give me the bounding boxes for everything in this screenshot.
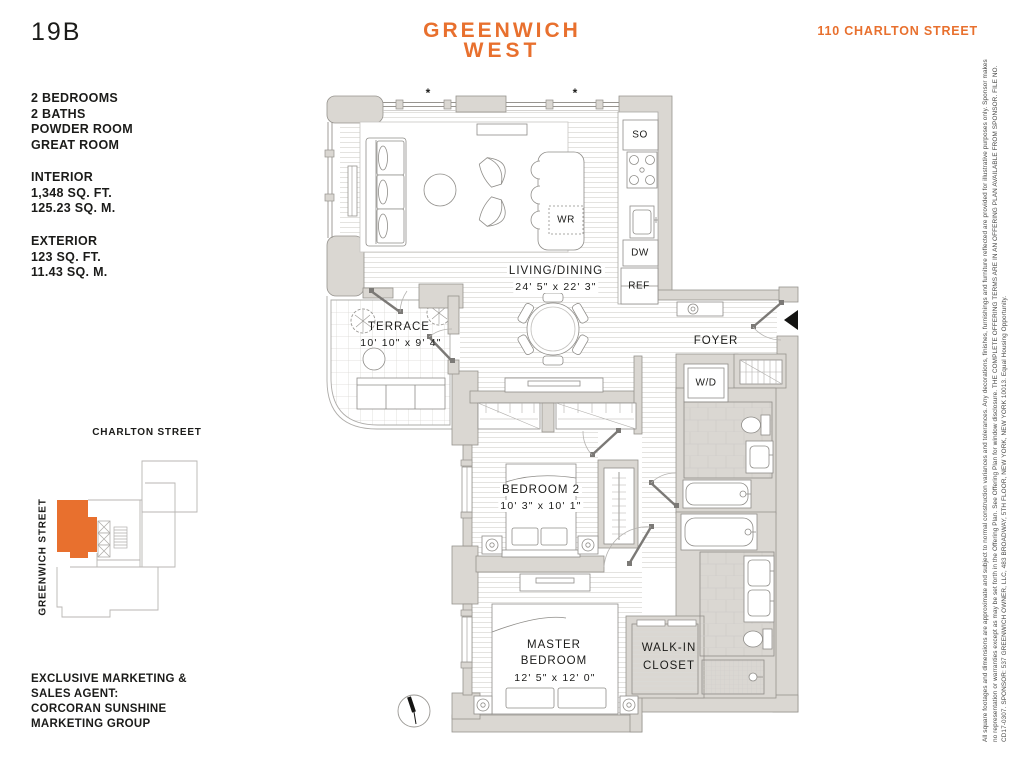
master-bath <box>700 552 774 694</box>
room-label-master-2: BEDROOM <box>520 655 588 667</box>
nightstand <box>620 696 638 714</box>
room-label-master-1: MASTER <box>527 639 581 651</box>
hanging-closet <box>604 468 634 544</box>
shower <box>702 660 764 694</box>
toilet <box>742 415 771 435</box>
key-plan <box>37 448 210 623</box>
room-label-walkin-2: CLOSET <box>642 660 696 672</box>
feature-item: GREAT ROOM <box>31 138 120 153</box>
kitchen <box>618 112 658 304</box>
room-label-living: LIVING/DINING <box>508 265 604 277</box>
double-vanity <box>744 556 774 622</box>
interior-sqm: 125.23 SQ. M. <box>31 201 116 216</box>
room-label-foyer: FOYER <box>693 335 739 347</box>
walk-in-closet <box>632 620 698 694</box>
key-plan-unit-highlight <box>57 500 97 558</box>
coffee-table <box>424 174 456 206</box>
reach-in-closet <box>556 403 636 429</box>
interior-area <box>31 170 116 217</box>
console-table <box>477 124 527 135</box>
key-plan-elevators <box>98 521 110 557</box>
master-tub <box>681 514 757 550</box>
dresser <box>520 574 590 591</box>
appliance-label-ref: REF <box>628 280 650 292</box>
exterior-sqft: 123 SQ. FT. <box>31 249 101 264</box>
foyer-console <box>677 302 723 316</box>
linen-closet <box>740 360 782 384</box>
terrace-area <box>327 296 452 429</box>
room-label-bedroom2: BEDROOM 2 <box>501 484 581 496</box>
logo-line1: GREENWICH <box>423 19 581 42</box>
nightstand <box>578 536 598 554</box>
window-note-asterisk: * <box>572 86 578 100</box>
interior-sqft: 1,348 SQ. FT. <box>31 185 113 200</box>
agent-line: MARKETING GROUP <box>31 718 151 730</box>
street-label-greenwich: GREENWICH STREET <box>37 498 49 616</box>
vanity-sink <box>746 441 773 473</box>
feature-item: 2 BEDROOMS <box>31 91 119 105</box>
feature-item: POWDER ROOM <box>31 122 133 137</box>
appliance-label-dw: DW <box>631 247 649 259</box>
feature-item: 2 BATHS <box>31 106 86 121</box>
reach-in-closet <box>478 403 540 429</box>
disclaimer-line: no representation or warranties except as may be set forth in the Offering Plan. See Offering Plan for window disclosure. THE COMPLETE OFFERING TERMS ARE IN AN OFFERING PLAN AVAILABLE FROM SPONSOR. FILE NO. <box>991 65 999 742</box>
logo-line2: WEST <box>463 39 541 62</box>
appliance-label-so: SO <box>632 129 648 141</box>
room-dims-terrace: 10' 10" x 9' 4" <box>360 337 442 349</box>
key-plan-stair <box>114 527 127 548</box>
legal-disclaimer <box>981 59 1010 742</box>
entry-arrow-icon <box>784 310 798 330</box>
exterior-area <box>31 234 108 281</box>
disclaimer-line: CD17-0307. SPONSOR: 537 GREENWICH OWNER, LLC, 483 BROADWAY, 5TH FLOOR, NEW YORK, NEW YORK 10013. Equal Housing Opportunity. <box>1001 295 1009 742</box>
agent-block <box>31 672 187 732</box>
media-console <box>505 378 603 392</box>
interior-label: INTERIOR <box>31 170 94 184</box>
appliance-label-wr: WR <box>557 214 575 226</box>
window-note-asterisk: * <box>425 86 431 100</box>
agent-line: CORCORAN SUNSHINE <box>31 703 167 715</box>
sofa <box>366 138 406 246</box>
exterior-sqm: 11.43 SQ. M. <box>31 265 108 280</box>
disclaimer-line: All square footages and dimensions are approximate and subject to normal construction variances and tolerances. Any decorations, finishes, furnishings and furniture reflected are provided for illustrative purposes only. Sponsor makes <box>982 59 989 742</box>
exterior-label: EXTERIOR <box>31 234 98 248</box>
agent-line: SALES AGENT: <box>31 688 119 700</box>
building-logo <box>352 21 652 61</box>
nightstand <box>474 696 492 714</box>
agent-line: EXCLUSIVE MARKETING & <box>31 673 187 685</box>
street-label-charlton: CHARLTON STREET <box>92 427 202 438</box>
toilet <box>744 629 773 649</box>
dining-set <box>517 293 589 365</box>
feature-list <box>31 91 133 154</box>
appliance-label-wd: W/D <box>695 377 717 389</box>
nightstand <box>482 536 502 554</box>
north-arrow-icon <box>398 695 430 727</box>
room-dims-master: 12' 5" x 12' 0" <box>514 672 596 684</box>
sink <box>630 206 658 238</box>
cooktop <box>627 152 657 188</box>
building-address: 110 CHARLTON STREET <box>817 24 978 38</box>
room-label-terrace: TERRACE <box>368 321 430 333</box>
powder-room <box>684 402 773 478</box>
bathroom2-tub <box>683 480 751 508</box>
room-label-walkin-1: WALK-IN <box>641 642 697 654</box>
kitchen-island <box>531 152 584 250</box>
room-dims-living: 24' 5" x 22' 3" <box>515 281 597 293</box>
unit-number: 19B <box>31 18 82 46</box>
room-dims-bedroom2: 10' 3" x 10' 1" <box>500 500 582 512</box>
